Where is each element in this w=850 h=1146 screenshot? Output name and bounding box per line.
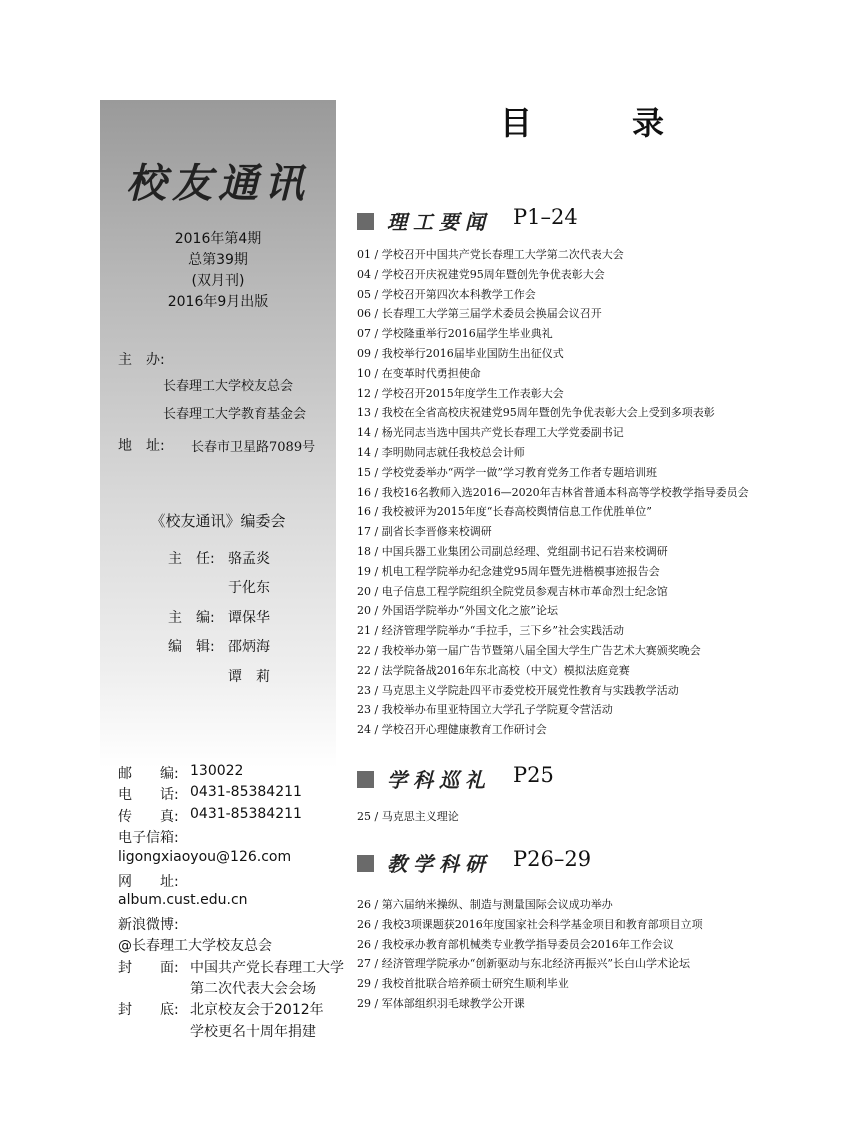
website-label: 网 址: [118, 874, 179, 890]
toc-entry: 09 / 我校举行2016届毕业国防生出征仪式 [357, 346, 564, 360]
section-title: 教学科研 [387, 852, 491, 876]
publish-date: 2016年9月出版 [167, 294, 269, 310]
director-label: 主 任: [168, 551, 215, 567]
email-value: ligongxiaoyou@126.com [118, 849, 292, 865]
section-marker [357, 771, 374, 788]
toc-heading: 目 录 [500, 104, 699, 142]
toc-entry: 21 / 经济管理学院举办“手拉手，三下乡”社会实践活动 [357, 624, 624, 638]
section-page-range: P25 [513, 763, 554, 787]
toc-entry: 26 / 我校3项课题获2016年度国家社会科学基金项目和教育部项目立项 [357, 917, 703, 931]
sponsor-org-2: 长春理工大学教育基金会 [163, 407, 307, 422]
issue-number: 2016年第4期 [174, 231, 262, 247]
toc-entry: 16 / 我校被评为2015年度“长春高校舆情信息工作优胜单位” [357, 505, 652, 519]
editor-name-1: 邵炳海 [228, 639, 270, 655]
section-page-range: P26–29 [513, 847, 592, 871]
toc-entry: 24 / 学校召开心理健康教育工作研讨会 [357, 723, 547, 737]
chief-editor-name: 谭保华 [228, 610, 270, 626]
section-title: 学科巡礼 [387, 768, 491, 792]
toc-entry: 26 / 我校承办教育部机械类专业教学指导委员会2016年工作会议 [357, 937, 674, 951]
website-value: album.cust.edu.cn [118, 892, 248, 908]
toc-entry: 06 / 长春理工大学第三届学术委员会换届会议召开 [357, 307, 602, 321]
toc-entry: 14 / 杨光同志当选中国共产党长春理工大学党委副书记 [357, 426, 624, 440]
postcode-label: 邮 编: [118, 766, 179, 782]
toc-entry: 22 / 我校举办第一届广告节暨第八届全国大学生广告艺术大赛颁奖晚会 [357, 643, 701, 657]
toc-list-teaching-research [357, 895, 703, 1014]
toc-entry: 14 / 李明勋同志就任我校总会计师 [357, 445, 525, 459]
toc-list-disciplines [357, 807, 459, 827]
phone-value: 0431-85384211 [190, 784, 302, 800]
toc-entry: 13 / 我校在全省高校庆祝建党95周年暨创先争优表彰大会上受到多项表彰 [357, 406, 715, 420]
section-marker [357, 855, 374, 872]
fax-label: 传 真: [118, 809, 179, 825]
toc-entry: 26 / 第六届纳米操纵、制造与测量国际会议成功举办 [357, 898, 613, 911]
chief-editor-label: 主 编: [168, 610, 215, 626]
toc-entry: 23 / 我校举办布里亚特国立大学孔子学院夏令营活动 [357, 703, 613, 717]
toc-entry: 10 / 在变革时代勇担使命 [357, 366, 481, 380]
toc-entry: 25 / 马克思主义理论 [357, 810, 459, 823]
toc-entry: 12 / 学校召开2015年度学生工作表彰大会 [357, 386, 564, 400]
cover-desc-2: 第二次代表大会会场 [190, 981, 316, 997]
toc-entry: 29 / 军体部组织羽毛球教学公开课 [357, 996, 525, 1010]
weibo-value: @长春理工大学校友总会 [118, 938, 272, 954]
postcode-value: 130022 [190, 763, 244, 779]
toc-entry: 27 / 经济管理学院承办“创新驱动与东北经济再振兴”长白山学术论坛 [357, 957, 690, 971]
toc-entry: 17 / 副省长李晋修来校调研 [357, 525, 492, 539]
sponsor-label: 主 办: [118, 352, 165, 368]
toc-entry: 22 / 法学院备战2016年东北高校（中文）模拟法庭竞赛 [357, 663, 630, 677]
toc-entry: 16 / 我校16名教师入选2016—2020年吉林省普通本科高等学校教学指导委员会 [357, 485, 749, 499]
email-label: 电子信箱: [118, 830, 179, 846]
toc-entry: 15 / 学校党委举办“两学一做”学习教育党务工作者专题培训班 [357, 465, 657, 479]
publication-frequency: (双月刊) [191, 273, 245, 289]
fax-value: 0431-85384211 [190, 806, 302, 822]
toc-entry: 01 / 学校召开中国共产党长春理工大学第二次代表大会 [357, 248, 624, 261]
cover-desc-1: 中国共产党长春理工大学 [190, 960, 344, 976]
phone-label: 电 话: [118, 787, 179, 803]
magazine-title: 校友通讯 [126, 160, 310, 207]
toc-entry: 18 / 中国兵器工业集团公司副总经理、党组副书记石岩来校调研 [357, 544, 668, 558]
director-name-1: 骆孟炎 [228, 551, 270, 567]
director-name-2: 于化东 [228, 580, 270, 596]
editor-name-2: 谭 莉 [228, 669, 270, 685]
editor-label: 编 辑: [168, 639, 215, 655]
editorial-board-title: 《校友通讯》编委会 [150, 512, 286, 530]
section-title: 理工要闻 [387, 210, 491, 234]
sponsor-org-1: 长春理工大学校友总会 [163, 379, 294, 394]
toc-entry: 07 / 学校隆重举行2016届学生毕业典礼 [357, 327, 553, 341]
address-value: 长春市卫星路7089号 [191, 440, 316, 455]
weibo-label: 新浪微博: [118, 917, 179, 933]
back-cover-desc-2: 学校更名十周年捐建 [190, 1024, 316, 1040]
section-page-range: P1–24 [513, 205, 578, 229]
back-cover-desc-1: 北京校友会于2012年 [190, 1002, 324, 1018]
toc-entry: 19 / 机电工程学院举办纪念建党95周年暨先进楷模事迹报告会 [357, 564, 660, 578]
toc-entry: 23 / 马克思主义学院赴四平市委党校开展党性教育与实践教学活动 [357, 683, 679, 697]
issue-info [100, 229, 336, 313]
toc-entry: 04 / 学校召开庆祝建党95周年暨创先争优表彰大会 [357, 267, 605, 281]
toc-entry: 29 / 我校首批联合培养硕士研究生顺利毕业 [357, 977, 569, 991]
total-issue-number: 总第39期 [188, 252, 248, 268]
cover-label: 封 面: [118, 960, 179, 976]
address-label: 地 址: [118, 438, 165, 454]
toc-entry: 20 / 外国语学院举办“外国文化之旅”论坛 [357, 604, 558, 618]
toc-entry: 20 / 电子信息工程学院组织全院党员参观吉林市革命烈士纪念馆 [357, 584, 668, 598]
toc-entry: 05 / 学校召开第四次本科教学工作会 [357, 287, 536, 301]
back-cover-label: 封 底: [118, 1002, 179, 1018]
section-marker [357, 213, 374, 230]
toc-list-news [357, 245, 749, 740]
